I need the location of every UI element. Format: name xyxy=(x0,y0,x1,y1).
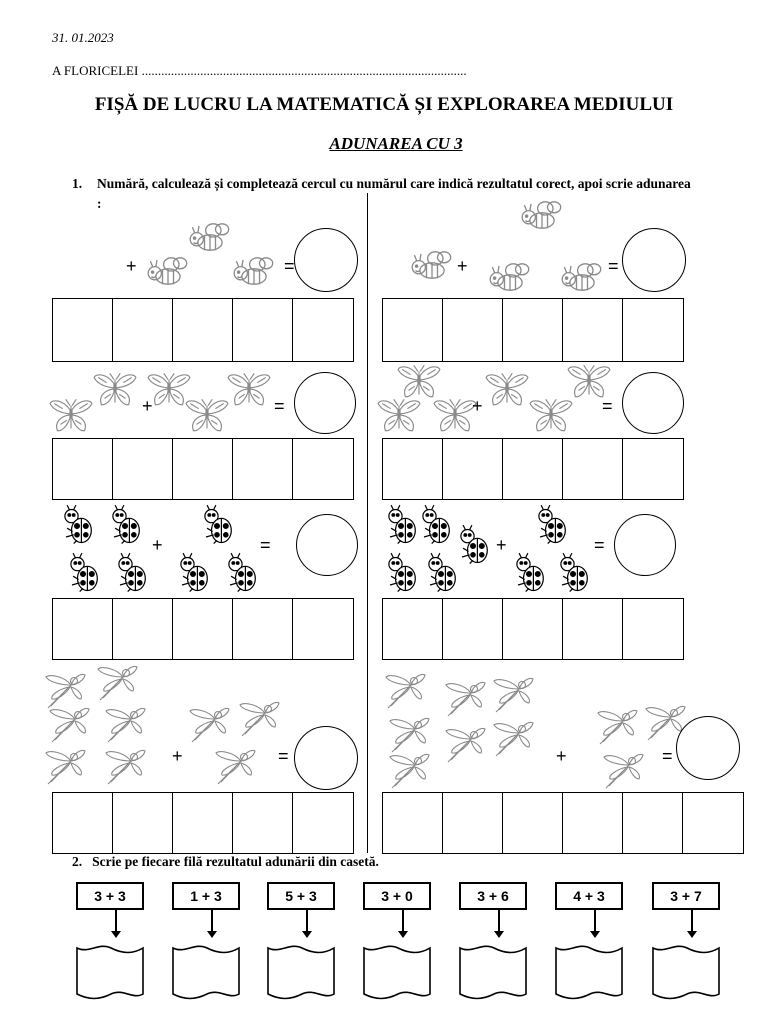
plus-sign: + xyxy=(496,535,507,555)
addition-write-grid xyxy=(52,298,354,362)
answer-circle[interactable] xyxy=(676,716,740,780)
ladybug-icon xyxy=(200,504,234,548)
leaf-page-icon[interactable] xyxy=(74,942,146,1002)
dragonfly-icon xyxy=(488,676,534,716)
bee-icon xyxy=(488,260,532,294)
arrow-down-icon xyxy=(211,910,213,932)
plus-sign: + xyxy=(457,256,468,276)
write-cell[interactable] xyxy=(113,439,173,499)
write-cell[interactable] xyxy=(563,299,623,361)
write-cell[interactable] xyxy=(293,599,353,659)
ladybug-icon xyxy=(512,552,546,596)
write-cell[interactable] xyxy=(53,599,113,659)
answer-circle[interactable] xyxy=(622,372,684,434)
write-cell[interactable] xyxy=(173,299,233,361)
addition-box: 4 + 3 xyxy=(555,882,623,910)
group-name-line xyxy=(52,63,467,79)
ladybug-icon xyxy=(60,504,94,548)
answer-circle[interactable] xyxy=(294,726,358,790)
write-cell[interactable] xyxy=(173,793,233,853)
write-cell[interactable] xyxy=(503,299,563,361)
write-cell[interactable] xyxy=(443,599,503,659)
write-cell[interactable] xyxy=(443,793,503,853)
ladybug-icon xyxy=(456,524,490,568)
write-cell[interactable] xyxy=(383,599,443,659)
dragonfly-icon xyxy=(380,672,426,712)
ladybug-icon xyxy=(108,504,142,548)
exercise-1-number: 1. xyxy=(72,176,83,191)
plus-sign: + xyxy=(556,746,567,766)
equals-sign: = xyxy=(608,256,619,276)
exercise-2-number: 2. xyxy=(72,854,83,869)
addition-write-grid xyxy=(52,598,354,660)
bee-icon xyxy=(410,248,454,282)
dragonfly-icon xyxy=(92,664,138,704)
worksheet-subtitle: ADUNAREA CU 3 xyxy=(329,134,463,153)
arrow-down-icon xyxy=(402,910,404,932)
exercise-2-text: Scrie pe fiecare filă rezultatul adunării din casetă. xyxy=(92,854,379,869)
addition-write-grid xyxy=(382,438,684,500)
exercise-2-instruction xyxy=(72,854,379,870)
ladybug-icon xyxy=(418,504,452,548)
ladybug-icon xyxy=(556,552,590,596)
write-cell[interactable] xyxy=(53,439,113,499)
butterfly-icon xyxy=(48,396,94,436)
equals-sign: = xyxy=(662,746,673,766)
write-cell[interactable] xyxy=(293,793,353,853)
dragonfly-icon xyxy=(210,748,256,788)
equals-sign: = xyxy=(602,396,613,416)
plus-sign: + xyxy=(152,535,163,555)
ladybug-icon xyxy=(424,552,458,596)
write-cell[interactable] xyxy=(623,439,683,499)
equals-sign: = xyxy=(260,535,271,555)
butterfly-icon xyxy=(484,370,530,410)
dragonfly-icon xyxy=(234,700,280,740)
ladybug-icon xyxy=(224,552,258,596)
equals-sign: = xyxy=(594,535,605,555)
group-label: A FLORICELEI xyxy=(52,63,139,78)
ladybug-icon xyxy=(534,504,568,548)
write-cell[interactable] xyxy=(443,299,503,361)
bee-icon xyxy=(188,220,232,254)
write-cell[interactable] xyxy=(503,793,563,853)
worksheet-title: FIȘĂ DE LUCRU LA MATEMATICĂ ȘI EXPLORAREA MEDIULUI xyxy=(94,94,674,115)
write-cell[interactable] xyxy=(383,439,443,499)
write-cell[interactable] xyxy=(623,599,683,659)
plus-sign: + xyxy=(126,256,137,276)
addition-box: 3 + 3 xyxy=(76,882,144,910)
write-cell[interactable] xyxy=(563,793,623,853)
ladybug-icon xyxy=(384,552,418,596)
leaf-page-icon[interactable] xyxy=(650,942,722,1002)
write-cell[interactable] xyxy=(563,439,623,499)
addition-write-grid xyxy=(382,792,744,854)
answer-circle[interactable] xyxy=(622,228,686,292)
arrow-down-icon xyxy=(306,910,308,932)
addition-box: 3 + 7 xyxy=(652,882,720,910)
write-cell[interactable] xyxy=(113,793,173,853)
write-cell[interactable] xyxy=(233,439,293,499)
dragonfly-icon xyxy=(440,680,486,720)
addition-box: 1 + 3 xyxy=(172,882,240,910)
answer-circle[interactable] xyxy=(294,228,358,292)
bee-icon xyxy=(520,198,564,232)
exercise-1-text: Numără, calculează și completează cercul cu numărul care indică rezultatul corect, apoi scrie adunarea : xyxy=(97,176,691,211)
write-cell[interactable] xyxy=(293,439,353,499)
addition-write-grid xyxy=(382,298,684,362)
butterfly-icon xyxy=(92,370,138,410)
plus-sign: + xyxy=(142,396,153,416)
answer-circle[interactable] xyxy=(294,372,356,434)
name-blank-line[interactable]: .................................................................................................... xyxy=(141,63,467,78)
butterfly-icon xyxy=(184,396,230,436)
leaf-page-icon[interactable] xyxy=(361,942,433,1002)
leaf-page-icon[interactable] xyxy=(553,942,625,1002)
addition-box: 3 + 6 xyxy=(459,882,527,910)
butterfly-icon xyxy=(226,370,272,410)
write-cell[interactable] xyxy=(623,299,683,361)
addition-box: 3 + 0 xyxy=(363,882,431,910)
leaf-page-icon[interactable] xyxy=(170,942,242,1002)
addition-write-grid xyxy=(52,438,354,500)
addition-write-grid xyxy=(52,792,354,854)
arrow-down-icon xyxy=(115,910,117,932)
write-cell[interactable] xyxy=(53,793,113,853)
dragonfly-icon xyxy=(184,706,230,746)
arrow-down-icon xyxy=(594,910,596,932)
leaf-page-icon[interactable] xyxy=(265,942,337,1002)
write-cell[interactable] xyxy=(383,793,443,853)
write-cell[interactable] xyxy=(383,299,443,361)
arrow-down-icon xyxy=(691,910,693,932)
bee-icon xyxy=(146,254,190,288)
dragonfly-icon xyxy=(100,748,146,788)
ladybug-icon xyxy=(66,552,100,596)
dragonfly-icon xyxy=(40,748,86,788)
dragonfly-icon xyxy=(440,726,486,766)
write-cell[interactable] xyxy=(173,439,233,499)
arrow-down-icon xyxy=(498,910,500,932)
dragonfly-icon xyxy=(100,706,146,746)
write-cell[interactable] xyxy=(113,299,173,361)
addition-write-grid xyxy=(382,598,684,660)
bee-icon xyxy=(560,260,604,294)
addition-box: 5 + 3 xyxy=(267,882,335,910)
ladybug-icon xyxy=(384,504,418,548)
write-cell[interactable] xyxy=(563,599,623,659)
write-cell[interactable] xyxy=(503,439,563,499)
dragonfly-icon xyxy=(384,752,430,792)
ladybug-icon xyxy=(176,552,210,596)
equals-sign: = xyxy=(274,396,285,416)
dragonfly-icon xyxy=(592,708,638,748)
answer-circle[interactable] xyxy=(614,514,676,576)
write-cell[interactable] xyxy=(173,599,233,659)
write-cell[interactable] xyxy=(113,599,173,659)
dragonfly-icon xyxy=(488,720,534,760)
dragonfly-icon xyxy=(44,706,90,746)
plus-sign: + xyxy=(472,396,483,416)
plus-sign: + xyxy=(172,746,183,766)
ladybug-icon xyxy=(114,552,148,596)
write-cell[interactable] xyxy=(623,793,683,853)
write-cell[interactable] xyxy=(53,299,113,361)
leaf-page-icon[interactable] xyxy=(457,942,529,1002)
write-cell[interactable] xyxy=(293,299,353,361)
bee-icon xyxy=(232,254,276,288)
equals-sign: = xyxy=(278,746,289,766)
write-cell[interactable] xyxy=(503,599,563,659)
column-divider xyxy=(367,193,368,853)
write-cell[interactable] xyxy=(443,439,503,499)
write-cell[interactable] xyxy=(683,793,743,853)
write-cell[interactable] xyxy=(233,599,293,659)
write-cell[interactable] xyxy=(233,299,293,361)
equals-sign: = xyxy=(284,256,295,276)
date: 31. 01.2023 xyxy=(52,30,114,45)
dragonfly-icon xyxy=(598,752,644,792)
answer-circle[interactable] xyxy=(296,514,358,576)
write-cell[interactable] xyxy=(233,793,293,853)
dragonfly-icon xyxy=(384,716,430,756)
